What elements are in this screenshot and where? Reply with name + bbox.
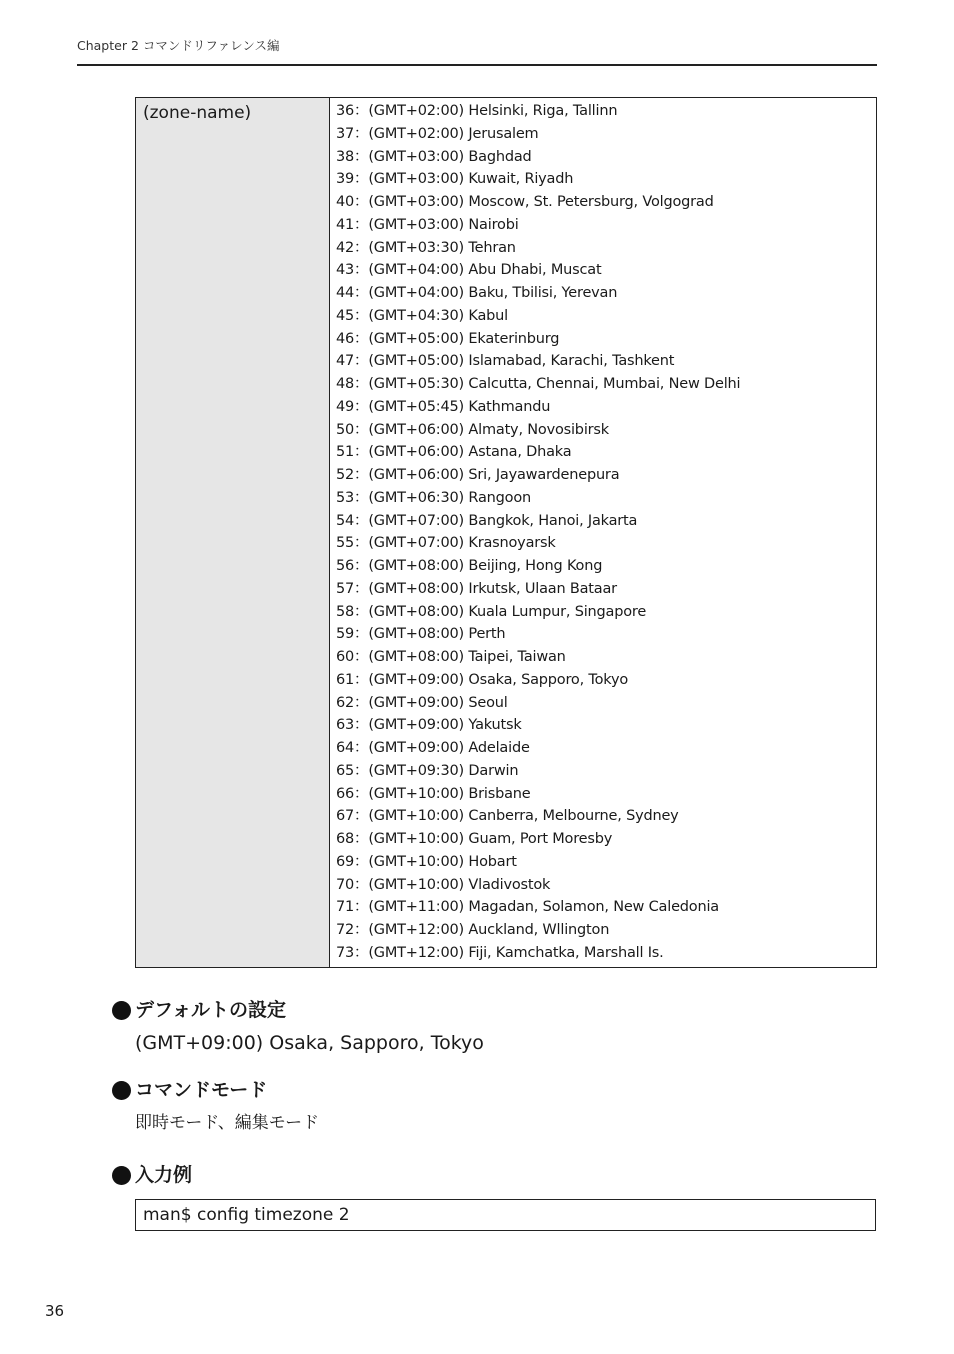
command-mode-heading	[112, 1078, 267, 1102]
zone-list-item: 46：(GMT+05:00) Ekaterinburg	[336, 330, 560, 347]
example-heading	[112, 1163, 192, 1187]
zone-list-item: 43：(GMT+04:00) Abu Dhabi, Muscat	[336, 262, 602, 279]
zone-list-item: 50：(GMT+06:00) Almaty, Novosibirsk	[336, 421, 609, 438]
zone-list-item: 44：(GMT+04:00) Baku, Tbilisi, Yerevan	[336, 285, 618, 301]
zone-list-item: 54：(GMT+07:00) Bangkok, Hanoi, Jakarta	[336, 512, 638, 529]
bullet-icon	[112, 1166, 131, 1185]
zone-list-item: 66：(GMT+10:00) Brisbane	[336, 785, 531, 802]
zone-list-item: 64：(GMT+09:00) Adelaide	[336, 740, 530, 756]
zone-list-item: 70：(GMT+10:00) Vladivostok	[336, 876, 551, 893]
zone-list-item: 68：(GMT+10:00) Guam, Port Moresby	[336, 831, 613, 847]
zone-list-item: 42：(GMT+03:30) Tehran	[336, 239, 516, 256]
zone-list-item: 38：(GMT+03:00) Baghdad	[336, 148, 532, 165]
example-code-box: man$ config timezone 2	[135, 1199, 876, 1231]
zone-list-item: 65：(GMT+09:30) Darwin	[336, 762, 519, 779]
zone-list-item: 67：(GMT+10:00) Canberra, Melbourne, Sydney	[336, 808, 679, 825]
example-heading-text: 入力例	[135, 1164, 193, 1186]
zone-list-item: 62：(GMT+09:00) Seoul	[336, 694, 508, 711]
default-setting-heading-text: デフォルトの設定	[135, 999, 287, 1021]
bullet-icon	[112, 1001, 131, 1020]
zone-list-item: 48：(GMT+05:30) Calcutta, Chennai, Mumbai, New Delhi	[336, 376, 741, 392]
default-setting-value: (GMT+09:00) Osaka, Sapporo, Tokyo	[135, 1032, 484, 1054]
zone-list-item: 51：(GMT+06:00) Astana, Dhaka	[336, 444, 572, 461]
zone-list-item: 61：(GMT+09:00) Osaka, Sapporo, Tokyo	[336, 671, 629, 688]
page-number: 36	[45, 1302, 65, 1320]
command-mode-value: 即時モード、編集モード	[135, 1113, 320, 1133]
zone-list-item: 49：(GMT+05:45) Kathmandu	[336, 398, 551, 415]
zone-list-item: 53：(GMT+06:30) Rangoon	[336, 489, 531, 506]
zone-list-item: 40：(GMT+03:00) Moscow, St. Petersburg, Volgograd	[336, 194, 714, 210]
zone-list-item: 57：(GMT+08:00) Irkutsk, Ulaan Bataar	[336, 580, 617, 597]
zone-list-item: 52：(GMT+06:00) Sri, Jayawardenepura	[336, 467, 620, 483]
default-setting-heading	[112, 998, 286, 1022]
zone-list-item: 39：(GMT+03:00) Kuwait, Riyadh	[336, 171, 574, 188]
zone-list-item: 58：(GMT+08:00) Kuala Lumpur, Singapore	[336, 603, 647, 620]
zone-list-item: 45：(GMT+04:30) Kabul	[336, 307, 508, 324]
parameter-name-cell: (zone-name)	[136, 98, 330, 967]
zone-list-item: 60：(GMT+08:00) Taipei, Taiwan	[336, 649, 566, 665]
zone-list-item: 72：(GMT+12:00) Auckland, Wllington	[336, 922, 610, 938]
zone-list-item: 63：(GMT+09:00) Yakutsk	[336, 717, 522, 734]
zone-list-item: 73：(GMT+12:00) Fiji, Kamchatka, Marshall Is.	[336, 944, 664, 961]
chapter-header: Chapter 2 コマンドリファレンス編	[77, 38, 280, 53]
zone-list-item: 69：(GMT+10:00) Hobart	[336, 853, 517, 870]
zone-list-item: 47：(GMT+05:00) Islamabad, Karachi, Tashkent	[336, 353, 675, 370]
zone-list-item: 37：(GMT+02:00) Jerusalem	[336, 125, 539, 142]
zone-list-item: 36：(GMT+02:00) Helsinki, Riga, Tallinn	[336, 103, 618, 119]
parameter-table	[135, 97, 877, 968]
zone-list-cell	[330, 98, 876, 967]
zone-list-item: 55：(GMT+07:00) Krasnoyarsk	[336, 535, 556, 552]
command-mode-heading-text: コマンドモード	[135, 1079, 268, 1101]
zone-list-item: 59：(GMT+08:00) Perth	[336, 626, 506, 643]
bullet-icon	[112, 1081, 131, 1100]
zone-list-item: 71：(GMT+11:00) Magadan, Solamon, New Caledonia	[336, 899, 719, 916]
header-rule	[77, 64, 877, 66]
zone-list-item: 41：(GMT+03:00) Nairobi	[336, 216, 519, 233]
zone-list-item: 56：(GMT+08:00) Beijing, Hong Kong	[336, 558, 603, 574]
